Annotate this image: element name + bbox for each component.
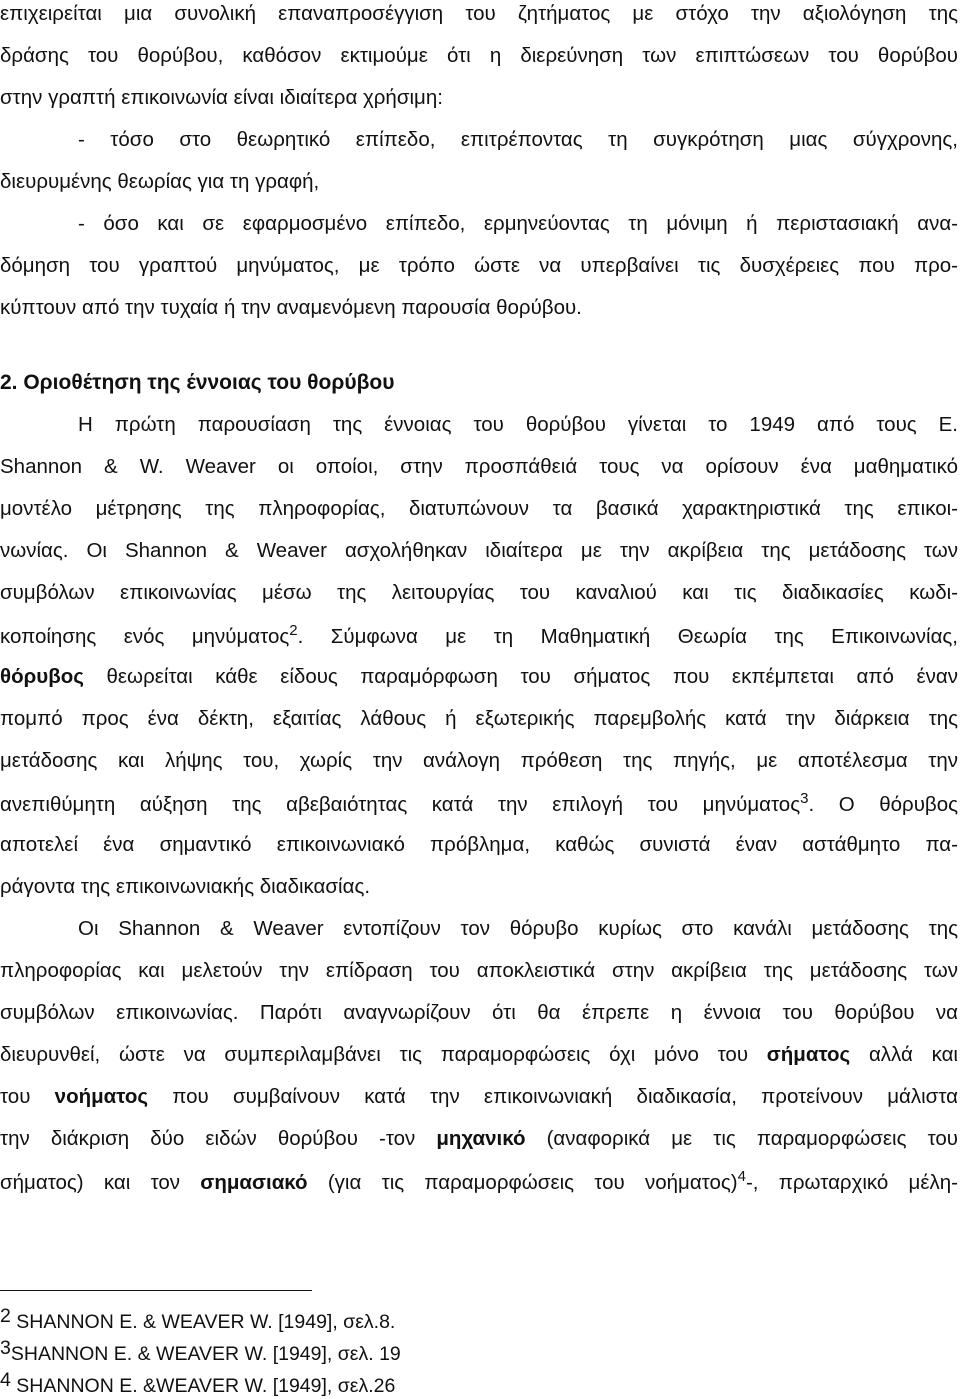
footnote-3-number: 3 xyxy=(0,1337,11,1359)
p1-line-9: μετάδοσης και λήψης του, χωρίς την ανάλογη πρόθεση της πηγής, με αποτέλεσμα την xyxy=(0,749,958,772)
intro-line-3: στην γραπτή επικοινωνία είναι ιδιαίτερα χρήσιμη: xyxy=(0,86,443,109)
footnote-ref-4: 4 xyxy=(737,1167,746,1185)
section-heading: 2. Οριοθέτηση της έννοιας του θορύβου xyxy=(0,371,395,394)
intro-line-7: δόμηση του γραπτού μηνύματος, με τρόπο ώστε να υπερβαίνει τις δυσχέρειες που προ- xyxy=(0,254,958,277)
p1-line-10 xyxy=(0,789,958,817)
footnote-ref-3: 3 xyxy=(800,789,809,807)
p1-line-7-text: θεωρείται κάθε είδους παραμόρφωση του σήματος που εκπέμπεται από έναν xyxy=(83,665,958,688)
p2-line-4-text-b: αλλά και xyxy=(850,1043,958,1066)
footnote-2 xyxy=(0,1305,396,1333)
p2-line-5-text-b: που συμβαίνουν κατά την επικοινωνιακή διαδικασία, προτείνουν μάλιστα xyxy=(148,1085,958,1108)
p1-line-10-text-a: ανεπιθύμητη αύξηση της αβεβαιότητας κατά την επιλογή του μηνύματος xyxy=(0,793,801,816)
footnote-divider xyxy=(0,1290,312,1291)
p1-line-5: συμβόλων επικοινωνίας μέσω της λειτουργίας του καναλιού και τις διαδικασίες κωδι- xyxy=(0,581,958,604)
footnote-3-text: SHANNON E. & WEAVER W. [1949], σελ. 19 xyxy=(10,1343,401,1365)
p2-line-4 xyxy=(0,1043,958,1067)
p1-line-6-text-a: κοποίησης ενός μηνύματος xyxy=(0,625,290,648)
p1-line-10-text-b: . Ο θόρυβος xyxy=(808,793,958,816)
p2-line-4-text-a: διευρυνθεί, ώστε να συμπεριλαμβάνει τις παραμορφώσεις όχι μόνο του xyxy=(0,1043,767,1066)
term-noise: θόρυβος xyxy=(0,665,84,688)
footnote-2-number: 2 xyxy=(0,1305,11,1327)
p1-line-6 xyxy=(0,621,958,649)
footnote-4 xyxy=(0,1369,396,1397)
p2-line-7-text-a: σήματος) και τον xyxy=(0,1171,201,1194)
intro-line-1: επιχειρείται μια συνολική επαναπροσέγγιση του ζητήματος με στόχο την αξιολόγηση της xyxy=(0,2,958,25)
term-signal: σήματος xyxy=(766,1043,851,1066)
p1-line-11: αποτελεί ένα σημαντικό επικοινωνιακό πρόβλημα, καθώς συνιστά έναν αστάθμητο πα- xyxy=(0,833,958,856)
intro-line-5: διευρυμένης θεωρίας για τη γραφή, xyxy=(0,170,320,193)
p1-line-2: Shannon & W. Weaver οι οποίοι, στην προσπάθειά τους να ορίσουν ένα μαθηματικό xyxy=(0,455,958,478)
p2-line-2: πληροφορίας και μελετούν την επίδραση του αποκλειστικά στην ακρίβεια της μετάδοσης των xyxy=(0,959,958,982)
term-meaning: νοήματος xyxy=(54,1085,149,1108)
term-mechanical: μηχανικό xyxy=(436,1127,526,1150)
p2-line-5-text-a: του xyxy=(0,1085,55,1108)
p1-line-1: Η πρώτη παρουσίαση της έννοιας του θορύβου γίνεται το 1949 από τους Ε. xyxy=(78,413,958,436)
p1-line-4: νωνίας. Οι Shannon & Weaver ασχολήθηκαν ιδιαίτερα με την ακρίβεια της μετάδοσης των xyxy=(0,539,958,562)
footnote-4-number: 4 xyxy=(0,1369,11,1391)
p2-line-1: Οι Shannon & Weaver εντοπίζουν τον θόρυβο κυρίως στο κανάλι μετάδοσης της xyxy=(78,917,958,940)
p1-line-12: ράγοντα της επικοινωνιακής διαδικασίας. xyxy=(0,875,371,898)
intro-line-2: δράσης του θορύβου, καθόσον εκτιμούμε ότι η διερεύνηση των επιπτώσεων του θορύβου xyxy=(0,44,958,67)
footnote-ref-2: 2 xyxy=(289,621,298,639)
intro-list-item-2: - όσο και σε εφαρμοσμένο επίπεδο, ερμηνεύοντας τη μόνιμη ή περιστασιακή ανα- xyxy=(78,212,958,235)
p2-line-7-text-b: (για τις παραμορφώσεις του νοήματος) xyxy=(307,1171,738,1194)
p1-line-3: μοντέλο μέτρησης της πληροφορίας, διατυπώνουν τα βασικά χαρακτηριστικά της επικοι- xyxy=(0,497,958,520)
intro-line-8: κύπτουν από την τυχαία ή την αναμενόμενη παρουσία θορύβου. xyxy=(0,296,582,319)
p2-line-6 xyxy=(0,1127,958,1151)
term-semantic: σημασιακό xyxy=(200,1171,308,1194)
p1-line-8: πομπό προς ένα δέκτη, εξαιτίας λάθους ή εξωτερικής παρεμβολής κατά την διάρκεια της xyxy=(0,707,958,730)
p1-line-7 xyxy=(0,665,958,689)
p2-line-7 xyxy=(0,1167,958,1195)
footnote-4-text: SHANNON E. &WEAVER W. [1949], σελ.26 xyxy=(10,1375,396,1397)
p2-line-5 xyxy=(0,1085,958,1109)
p2-line-7-text-c: -, πρωταρχικό μέλη- xyxy=(745,1171,958,1194)
p2-line-6-text-a: την διάκριση δύο ειδών θορύβου -τον xyxy=(0,1127,437,1150)
p1-line-6-text-b: . Σύμφωνα με τη Μαθηματική Θεωρία της Επικοινωνίας, xyxy=(297,625,958,648)
intro-list-item-1: - τόσο στο θεωρητικό επίπεδο, επιτρέποντας τη συγκρότηση μιας σύγχρονης, xyxy=(78,128,958,151)
footnote-2-text: SHANNON E. & WEAVER W. [1949], σελ.8. xyxy=(10,1311,396,1333)
footnote-3 xyxy=(0,1337,401,1365)
p2-line-3: συμβόλων επικοινωνίας. Παρότι αναγνωρίζουν ότι θα έπρεπε η έννοια του θορύβου να xyxy=(0,1001,958,1024)
p2-line-6-text-b: (αναφορικά με τις παραμορφώσεις του xyxy=(525,1127,958,1150)
